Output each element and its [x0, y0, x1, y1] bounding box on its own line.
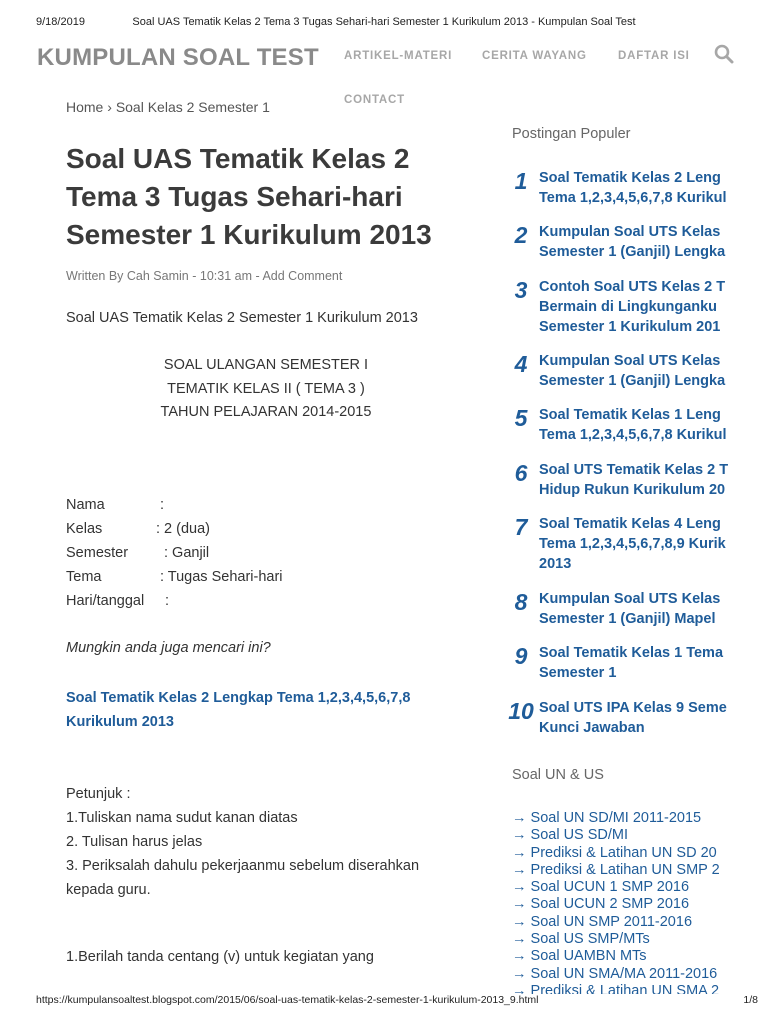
popular-rank: 7 [514, 514, 528, 540]
print-date: 9/18/2019 [36, 16, 85, 28]
print-page-number: 1/8 [743, 994, 758, 1006]
un-us-link[interactable]: → Soal UAMBN MTs [512, 948, 647, 965]
breadcrumb [66, 99, 270, 115]
instruction-item: 1.Tuliskan nama sudut kanan diatas [66, 810, 298, 826]
breadcrumb-separator: › [107, 99, 112, 115]
popular-rank: 10 [508, 698, 534, 724]
breadcrumb-home[interactable]: Home [66, 99, 104, 115]
field-label: Semester [66, 545, 129, 561]
exam-heading-line: TAHUN PELAJARAN 2014-2015 [160, 404, 372, 420]
site-title[interactable]: KUMPULAN SOAL TEST [37, 44, 319, 71]
post-subtitle: Soal UAS Tematik Kelas 2 Semester 1 Kurikulum 2013 [66, 310, 418, 326]
un-us-link[interactable]: → Soal US SMP/MTs [512, 931, 650, 948]
popular-post-link[interactable]: Soal Tematik Kelas 1 Leng Tema 1,2,3,4,5,6,7,8 Kurikul [539, 407, 727, 443]
popular-rank: 9 [514, 643, 528, 669]
meta-separator: - [192, 269, 197, 283]
popular-post-item[interactable] [505, 514, 768, 576]
instruction-item: 2. Tulisan harus jelas [66, 834, 203, 850]
field-semester [66, 545, 210, 561]
un-us-link[interactable]: → Soal UCUN 1 SMP 2016 [512, 879, 690, 896]
breadcrumb-category[interactable]: Soal Kelas 2 Semester 1 [115, 99, 270, 115]
question-1: 1.Berilah tanda centang (v) untuk kegiatan yang [66, 949, 374, 965]
popular-post-link[interactable]: Soal Tematik Kelas 1 Tema Semester 1 [539, 645, 724, 681]
post-time: 10:31 am [199, 269, 252, 283]
popular-rank: 8 [514, 589, 528, 615]
post-title: Soal UAS Tematik Kelas 2 Tema 3 Tugas Sehari-hari Semester 1 Kurikulum 2013 [66, 143, 432, 250]
popular-rank: 3 [514, 277, 528, 303]
popular-rank: 5 [514, 405, 528, 431]
un-us-link[interactable]: → Prediksi & Latihan UN SMP 2 [512, 861, 720, 878]
popular-post-item[interactable] [505, 351, 768, 393]
field-nama [66, 497, 165, 513]
field-label: Tema [66, 569, 102, 585]
field-value: : Ganjil [164, 545, 210, 561]
nav-contact[interactable]: CONTACT [344, 94, 405, 106]
popular-post-link[interactable]: Kumpulan Soal UTS Kelas Semester 1 (Ganjil) Lengka [539, 224, 726, 260]
popular-post-item[interactable] [505, 277, 768, 339]
field-value: : 2 (dua) [156, 521, 210, 537]
popular-post-link[interactable]: Soal UTS Tematik Kelas 2 T Hidup Rukun Kurikulum 20 [539, 462, 729, 498]
un-us-heading: Soal UN & US [512, 767, 604, 783]
popular-post-item[interactable] [505, 222, 768, 264]
related-post-link[interactable]: Soal Tematik Kelas 2 Lengkap Tema 1,2,3,4,5,6,7,8 Kurikulum 2013 [66, 690, 411, 730]
popular-post-item[interactable] [505, 589, 768, 631]
instructions-title: Petunjuk : [66, 786, 131, 802]
un-us-link[interactable]: → Soal UN SMA/MA 2011-2016 [512, 965, 718, 982]
nav-cerita-wayang[interactable]: CERITA WAYANG [482, 50, 587, 62]
popular-rank: 2 [514, 222, 528, 248]
print-page-title: Soal UAS Tematik Kelas 2 Tema 3 Tugas Sehari-hari Semester 1 Kurikulum 2013 - Kumpulan Soal Test [132, 16, 636, 28]
add-comment-link[interactable]: Add Comment [262, 269, 343, 283]
popular-posts-heading: Postingan Populer [512, 126, 631, 142]
exam-heading [66, 354, 466, 425]
exam-heading-line: SOAL ULANGAN SEMESTER I [163, 357, 369, 373]
field-label: Kelas [66, 521, 103, 537]
field-value: : [160, 497, 165, 513]
nav-daftar-isi[interactable]: DAFTAR ISI [618, 50, 690, 62]
popular-post-link[interactable]: Contoh Soal UTS Kelas 2 T Bermain di Lingkunganku Semester 1 Kurikulum 201 [539, 279, 726, 335]
popular-post-link[interactable]: Kumpulan Soal UTS Kelas Semester 1 (Ganjil) Mapel [539, 591, 721, 627]
related-prompt: Mungkin anda juga mencari ini? [66, 640, 271, 656]
un-us-link[interactable]: → Soal UN SMP 2011-2016 [512, 913, 693, 930]
search-icon[interactable] [714, 44, 734, 64]
instruction-item: 3. Periksalah dahulu pekerjaanmu sebelum diserahkan kepada guru. [66, 858, 420, 898]
popular-post-item[interactable] [505, 460, 768, 502]
nav-artikel-materi[interactable]: ARTIKEL-MATERI [344, 50, 453, 62]
field-value: : [165, 593, 170, 609]
un-us-link[interactable]: → Soal UN SD/MI 2011-2015 [512, 810, 702, 826]
popular-rank: 6 [514, 460, 528, 486]
popular-post-link[interactable]: Soal UTS IPA Kelas 9 Seme Kunci Jawaban [539, 700, 727, 736]
popular-post-link[interactable]: Soal Tematik Kelas 4 Leng Tema 1,2,3,4,5,6,7,8,9 Kurik 2013 [539, 516, 726, 572]
post-author: Written By Cah Samin [66, 269, 189, 283]
print-url: https://kumpulansoaltest.blogspot.com/2015/06/soal-uas-tematik-kelas-2-semester-1-kurikulum-2013_9.html [36, 994, 539, 1006]
popular-post-item[interactable] [505, 168, 768, 210]
meta-separator: - [255, 269, 260, 283]
un-us-link[interactable]: → Soal UCUN 2 SMP 2016 [512, 896, 690, 913]
field-kelas [66, 521, 210, 537]
field-value: : Tugas Sehari-hari [160, 569, 283, 585]
un-us-link[interactable]: → Soal US SD/MI [512, 827, 629, 844]
popular-post-item[interactable] [505, 643, 768, 685]
post-meta [66, 269, 342, 283]
un-us-link[interactable]: → Prediksi & Latihan UN SMA 2 [512, 982, 720, 994]
instructions [66, 782, 466, 902]
popular-post-link[interactable]: Soal Tematik Kelas 2 Leng Tema 1,2,3,4,5,6,7,8 Kurikul [539, 170, 727, 206]
popular-rank: 4 [514, 351, 528, 377]
exam-heading-line: TEMATIK KELAS II ( TEMA 3 ) [167, 380, 365, 397]
popular-post-item[interactable] [505, 698, 768, 740]
popular-post-item[interactable] [505, 405, 768, 447]
field-hari-tanggal [66, 593, 170, 609]
field-label: Nama [66, 497, 105, 513]
popular-post-link[interactable]: Kumpulan Soal UTS Kelas Semester 1 (Ganjil) Lengka [539, 353, 726, 389]
un-us-list [512, 810, 768, 994]
popular-rank: 1 [514, 168, 528, 194]
un-us-link[interactable]: → Prediksi & Latihan UN SD 20 [512, 844, 717, 861]
field-label: Hari/tanggal [66, 593, 145, 609]
field-tema [66, 569, 283, 585]
